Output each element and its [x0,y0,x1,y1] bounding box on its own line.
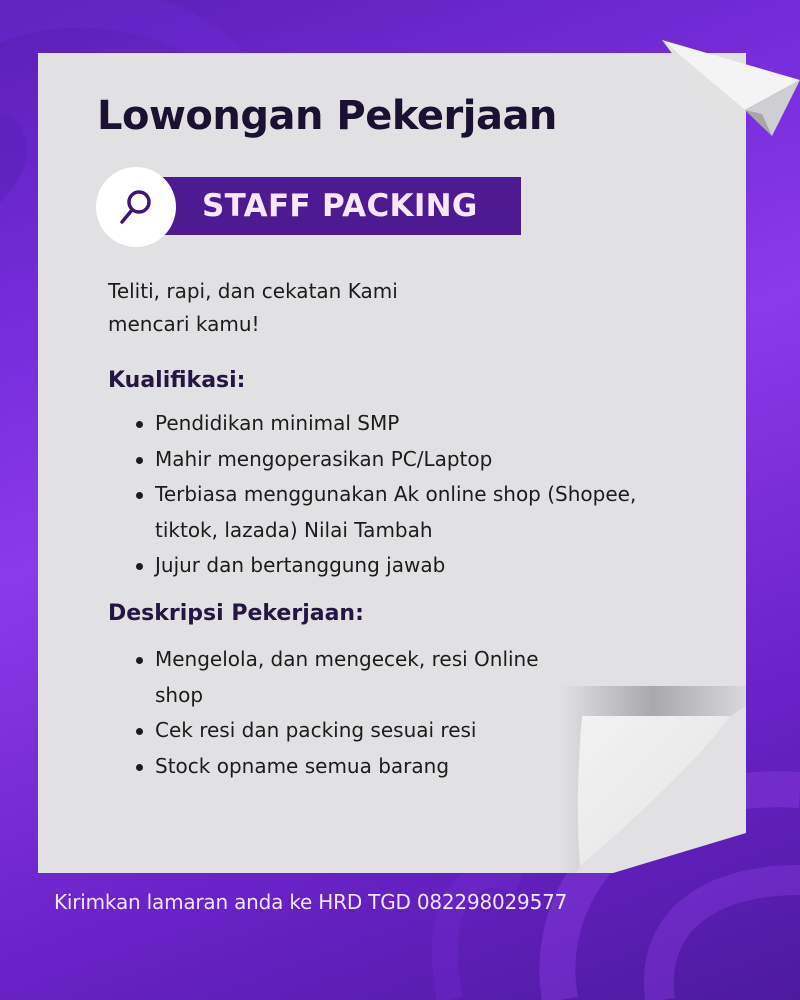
list-item: Stock opname semua barang [133,749,543,785]
qualifications-heading: Kualifikasi: [108,368,246,393]
list-item: Jujur dan bertanggung jawab [133,548,653,584]
qualifications-list [133,406,653,584]
intro-text [108,275,488,341]
list-item: Mengelola, dan mengecek, resi Online shop [133,642,543,713]
contact-footer: Kirimkan lamaran anda ke HRD TGD 082298029577 [54,890,568,914]
list-item: Mahir mengoperasikan PC/Laptop [133,442,653,478]
search-icon [114,185,158,229]
page-title: Lowongan Pekerjaan [97,93,557,139]
intro-line: Teliti, rapi, dan cekatan Kami [108,279,398,303]
list-item: Terbiasa menggunakan Ak online shop (Shopee, tiktok, lazada) Nilai Tambah [133,477,643,548]
search-icon-circle [96,167,176,247]
list-item: Cek resi dan packing sesuai resi [133,713,503,749]
position-badge [160,177,521,235]
job-description-list [133,642,543,784]
position-label: STAFF PACKING [202,188,478,224]
job-description-heading: Deskripsi Pekerjaan: [108,601,364,626]
paper-plane-icon [650,18,800,138]
intro-line: mencari kamu! [108,312,260,336]
list-item: Pendidikan minimal SMP [133,406,653,442]
